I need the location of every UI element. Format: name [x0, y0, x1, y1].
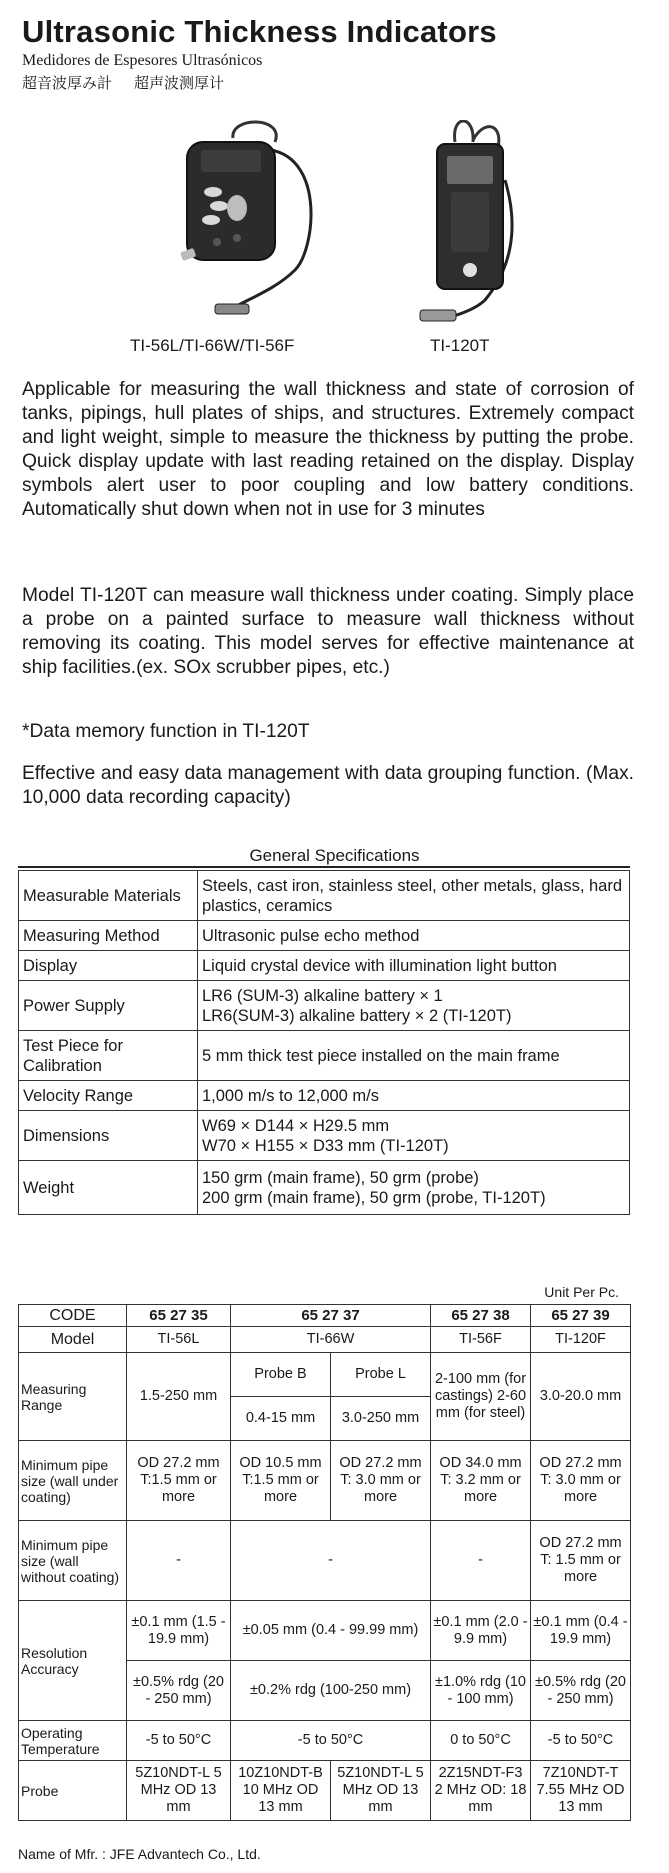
- spec-value: Liquid crystal device with illumination light button: [198, 951, 630, 981]
- probe-l-label: Probe L: [331, 1353, 431, 1397]
- range-cell: 3.0-250 mm: [331, 1397, 431, 1441]
- resolution-cell: ±0.05 mm (0.4 - 99.99 mm): [231, 1601, 431, 1661]
- model-header: Model: [19, 1327, 127, 1353]
- pipe-cell: -: [231, 1521, 431, 1601]
- probe-cell: 7Z10NDT-T 7.55 MHz OD 13 mm: [531, 1761, 631, 1821]
- min-pipe-nocoating-row: [19, 1521, 631, 1601]
- temperature-cell: -5 to 50°C: [531, 1721, 631, 1761]
- spec-key: Test Piece for Calibration: [19, 1031, 198, 1081]
- spec-table-rule: [18, 866, 630, 868]
- spec-row: [19, 1111, 630, 1161]
- row-label: Resolution Accuracy: [19, 1601, 127, 1721]
- subtitle-chinese: 超声波测厚计: [134, 74, 225, 92]
- spec-row: [19, 1031, 630, 1081]
- temperature-cell: -5 to 50°C: [127, 1721, 231, 1761]
- measuring-range-row: [19, 1353, 631, 1397]
- general-spec-table: [18, 870, 630, 1215]
- pipe-cell: OD 10.5 mm T:1.5 mm or more: [231, 1441, 331, 1521]
- model-cell: TI-56F: [431, 1327, 531, 1353]
- spec-value: [198, 1111, 630, 1161]
- spec-value: 1,000 m/s to 12,000 m/s: [198, 1081, 630, 1111]
- spec-key: Velocity Range: [19, 1081, 198, 1111]
- subtitle-japanese-chinese: [22, 72, 246, 93]
- temperature-cell: 0 to 50°C: [431, 1721, 531, 1761]
- row-label: Measuring Range: [19, 1353, 127, 1441]
- probe-cell: 2Z15NDT-F3 2 MHz OD: 18 mm: [431, 1761, 531, 1821]
- spec-key: Measurable Materials: [19, 871, 198, 921]
- spec-key: Dimensions: [19, 1111, 198, 1161]
- unit-label: Unit Per Pc.: [544, 1284, 619, 1300]
- spec-value-line-1: 150 grm (main frame), 50 grm (probe): [202, 1168, 479, 1187]
- range-cell: 1.5-250 mm: [127, 1353, 231, 1441]
- spec-key: Weight: [19, 1161, 198, 1215]
- model-code-table: [18, 1304, 631, 1821]
- spec-value: Steels, cast iron, stainless steel, other metals, glass, hard plastics, ceramics: [198, 871, 630, 921]
- data-memory-note: *Data memory function in TI-120T: [22, 721, 310, 742]
- pipe-cell: OD 27.2 mm T: 3.0 mm or more: [331, 1441, 431, 1521]
- spec-value-line-2: 200 grm (main frame), 50 grm (probe, TI-120T): [202, 1188, 546, 1207]
- code-cell: 65 27 39: [531, 1305, 631, 1327]
- code-cell: 65 27 35: [127, 1305, 231, 1327]
- pipe-cell: OD 27.2 mm T: 3.0 mm or more: [531, 1441, 631, 1521]
- probe-b-label: Probe B: [231, 1353, 331, 1397]
- thickness-gauge-handheld-icon: [175, 120, 335, 325]
- spec-row: [19, 1081, 630, 1111]
- code-header: CODE: [19, 1305, 127, 1327]
- resolution-cell: ±0.1 mm (2.0 - 9.9 mm): [431, 1601, 531, 1661]
- pipe-cell: -: [431, 1521, 531, 1601]
- spec-row: [19, 921, 630, 951]
- row-label: Minimum pipe size (wall without coating): [19, 1521, 127, 1601]
- code-row: [19, 1305, 631, 1327]
- resolution-cell: ±0.2% rdg (100-250 mm): [231, 1661, 431, 1721]
- pipe-cell: -: [127, 1521, 231, 1601]
- row-label: Probe: [19, 1761, 127, 1821]
- code-cell: 65 27 38: [431, 1305, 531, 1327]
- spec-value-line-1: LR6 (SUM-3) alkaline battery × 1: [202, 986, 443, 1005]
- range-cell: 3.0-20.0 mm: [531, 1353, 631, 1441]
- range-cell: 2-100 mm (for castings) 2-60 mm (for steel): [431, 1353, 531, 1441]
- min-pipe-coating-row: [19, 1441, 631, 1521]
- product-caption-ti56: TI-56L/TI-66W/TI-56F: [130, 336, 295, 355]
- resolution-row: [19, 1601, 631, 1661]
- model-cell: TI-56L: [127, 1327, 231, 1353]
- row-label: Operating Temperature: [19, 1721, 127, 1761]
- manufacturer-name: Name of Mfr. : JFE Advantech Co., Ltd.: [18, 1846, 261, 1862]
- probe-cell: 5Z10NDT-L 5 MHz OD 13 mm: [331, 1761, 431, 1821]
- temperature-row: [19, 1721, 631, 1761]
- data-management-paragraph: Effective and easy data management with data grouping function. (Max. 10,000 data recording capacity): [22, 763, 634, 808]
- spec-row: [19, 981, 630, 1031]
- description-paragraph-1: Applicable for measuring the wall thickness and state of corrosion of tanks, pipings, hull plates of ships, and structures. Extremely compact and light weight, simple to measure the thickness by putting the probe. Quick display update with last reading retained on the display. Display symbols alert user to poor coupling and low battery conditions. Automatically shut down when not in use for 3 minutes: [22, 379, 634, 520]
- spec-value: Ultrasonic pulse echo method: [198, 921, 630, 951]
- spec-table-title: General Specifications: [249, 846, 420, 865]
- spec-key: Measuring Method: [19, 921, 198, 951]
- description-paragraph-2: Model TI-120T can measure wall thickness under coating. Simply place a probe on a painted surface to measure wall thickness without removing its coating. This model serves for effective maintenance at ship facilities.(ex. SOx scrubber pipes, etc.): [22, 585, 634, 678]
- model-row: [19, 1327, 631, 1353]
- probe-row: [19, 1761, 631, 1821]
- spec-value: [198, 981, 630, 1031]
- code-cell: 65 27 37: [231, 1305, 431, 1327]
- spec-key: Display: [19, 951, 198, 981]
- spec-key: Power Supply: [19, 981, 198, 1031]
- spec-value: [198, 1161, 630, 1215]
- thickness-gauge-tall-icon: [415, 120, 525, 335]
- probe-cell: 10Z10NDT-B 10 MHz OD 13 mm: [231, 1761, 331, 1821]
- resolution-cell: ±0.5% rdg (20 - 250 mm): [531, 1661, 631, 1721]
- probe-cell: 5Z10NDT-L 5 MHz OD 13 mm: [127, 1761, 231, 1821]
- spec-row: [19, 871, 630, 921]
- resolution-cell: ±0.1 mm (1.5 - 19.9 mm): [127, 1601, 231, 1661]
- spec-row: [19, 951, 630, 981]
- row-label: Minimum pipe size (wall under coating): [19, 1441, 127, 1521]
- spec-row: [19, 1161, 630, 1215]
- pipe-cell: OD 34.0 mm T: 3.2 mm or more: [431, 1441, 531, 1521]
- spec-value-line-2: LR6(SUM-3) alkaline battery × 2 (TI-120T): [202, 1006, 512, 1025]
- product-caption-ti120: TI-120T: [430, 336, 490, 355]
- subtitle-japanese: 超音波厚み計: [22, 74, 113, 92]
- temperature-cell: -5 to 50°C: [231, 1721, 431, 1761]
- range-cell: 0.4-15 mm: [231, 1397, 331, 1441]
- spec-value-line-1: W69 × D144 × H29.5 mm: [202, 1116, 390, 1135]
- pipe-cell: OD 27.2 mm T:1.5 mm or more: [127, 1441, 231, 1521]
- spec-value-line-2: W70 × H155 × D33 mm (TI-120T): [202, 1136, 449, 1155]
- model-cell: TI-66W: [231, 1327, 431, 1353]
- subtitle-spanish: Medidores de Espesores Ultrasónicos: [22, 52, 263, 69]
- resolution-cell: ±0.5% rdg (20 - 250 mm): [127, 1661, 231, 1721]
- resolution-cell: ±0.1 mm (0.4 - 19.9 mm): [531, 1601, 631, 1661]
- resolution-cell: ±1.0% rdg (10 - 100 mm): [431, 1661, 531, 1721]
- page-title: Ultrasonic Thickness Indicators: [22, 14, 497, 49]
- spec-value: 5 mm thick test piece installed on the main frame: [198, 1031, 630, 1081]
- model-cell: TI-120F: [531, 1327, 631, 1353]
- pipe-cell: OD 27.2 mm T: 1.5 mm or more: [531, 1521, 631, 1601]
